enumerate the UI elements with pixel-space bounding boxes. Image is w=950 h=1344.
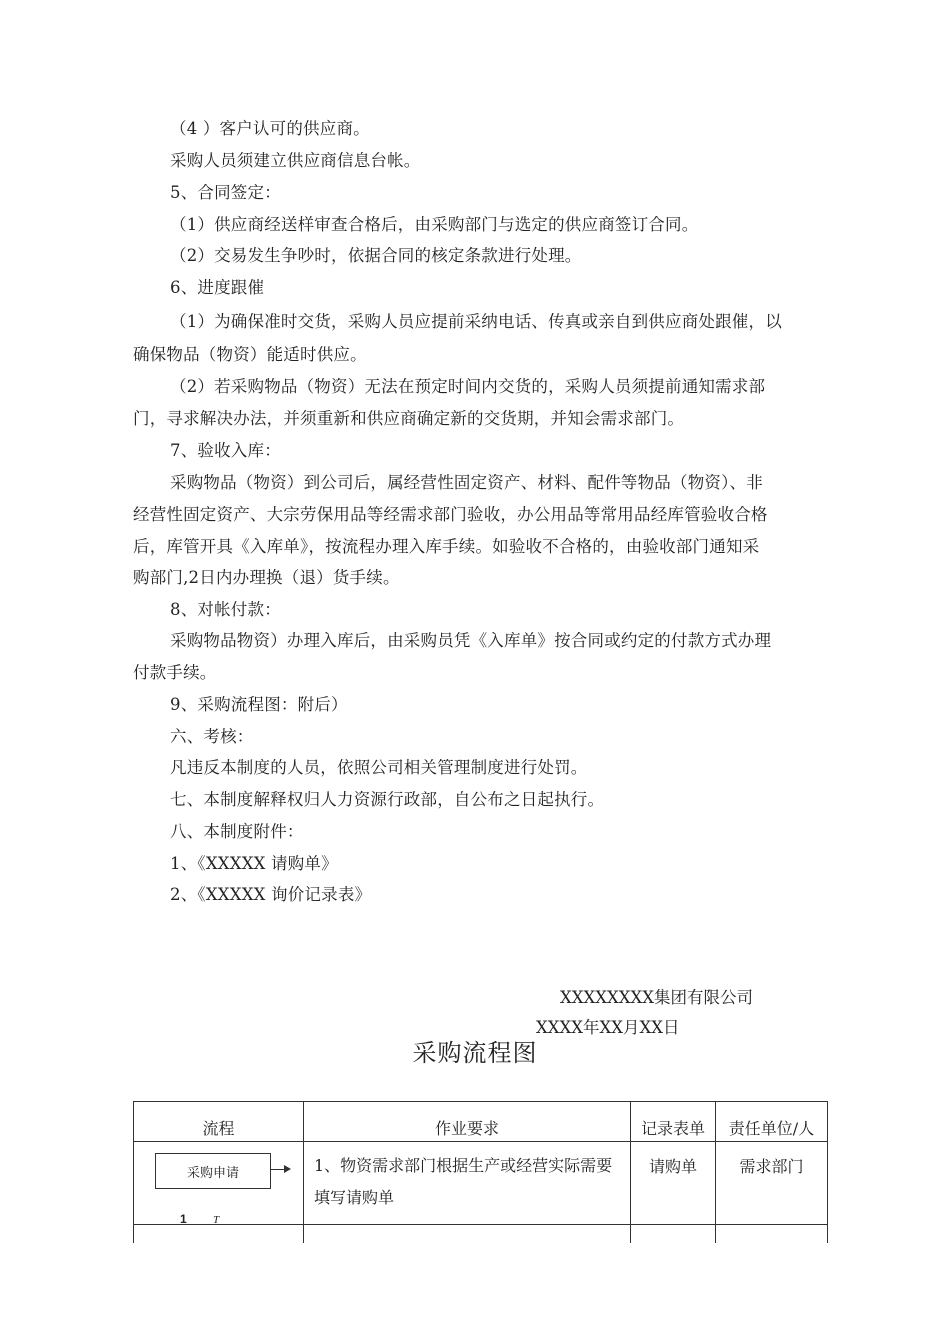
section-heading: 六、考核： <box>170 727 254 746</box>
section-heading: 6、进度跟催 <box>170 278 265 297</box>
attachment-item: 1、《XXXXX 请购单》 <box>170 854 338 873</box>
record-cell: 请购单 <box>631 1142 716 1225</box>
section-heading: 7、验收入库： <box>170 441 281 460</box>
table-header-row <box>134 1102 828 1142</box>
paragraph-line: （4 ）客户认可的供应商。 <box>170 119 370 138</box>
attachment-item: 2、《XXXXX 询价记录表》 <box>170 885 372 904</box>
arrow-line <box>271 1169 285 1170</box>
paragraph-line: 采购物品（物资）到公司后，属经营性固定资产、材料、配件等物品（物资）、非 <box>170 473 763 492</box>
paragraph-line: （1）为确保准时交货，采购人员应提前采纳电话、传真或亲自到供应商处跟催，以 <box>170 312 782 331</box>
paragraph-line: 购部门,2日内办理换（退）货手续。 <box>133 568 400 587</box>
paragraph-line: 门，寻求解决办法，并须重新和供应商确定新的交货期，并知会需求部门。 <box>133 409 685 428</box>
flow-chart-title: 采购流程图 <box>412 1039 538 1067</box>
paragraph-line: （2）交易发生争吵时，依据合同的核定条款进行处理。 <box>170 246 582 265</box>
paragraph-line: 采购人员须建立供应商信息台帐。 <box>170 151 421 170</box>
flow-step-box: 采购申请 <box>155 1153 271 1189</box>
requirement-cell: 1、物资需求部门根据生产或经营实际需要填写请购单 <box>304 1142 631 1225</box>
section-heading: 8、对帐付款： <box>170 600 281 619</box>
section-heading: 9、采购流程图：附后） <box>170 695 348 714</box>
owner-cell: 需求部门 <box>716 1142 828 1225</box>
section-heading: 七、本制度解释权归人力资源行政部，自公布之日起执行。 <box>170 790 605 809</box>
step-number: 1 <box>180 1212 187 1226</box>
table-row <box>134 1225 828 1244</box>
paragraph-line: 凡违反本制度的人员，依照公司相关管理制度进行处罚。 <box>170 758 588 777</box>
flow-cell <box>134 1225 304 1244</box>
header-requirement: 作业要求 <box>304 1102 631 1142</box>
section-heading: 5、合同签定： <box>170 183 281 202</box>
step-mark: T <box>213 1214 220 1226</box>
section-heading: 八、本制度附件： <box>170 822 304 841</box>
paragraph-line: （2）若采购物品（物资）无法在预定时间内交货的，采购人员须提前通知需求部 <box>170 377 766 396</box>
header-owner: 责任单位/人 <box>716 1102 828 1142</box>
paragraph-line: 后，库管开具《入库单》，按流程办理入库手续。如验收不合格的，由验收部门通知采 <box>133 537 760 556</box>
requirement-cell <box>304 1225 631 1244</box>
record-cell <box>631 1225 716 1244</box>
paragraph-line: 付款手续。 <box>133 663 217 682</box>
arrow-right-icon <box>284 1165 291 1173</box>
paragraph-line: （1）供应商经送样审查合格后，由采购部门与选定的供应商签订合同。 <box>170 215 699 234</box>
paragraph-line: 经营性固定资产、大宗劳保用品等经需求部门验收，办公用品等常用品经库管验收合格 <box>133 505 768 524</box>
header-flow: 流程 <box>134 1102 304 1142</box>
owner-cell <box>716 1225 828 1244</box>
header-record: 记录表单 <box>631 1102 716 1142</box>
company-signature: XXXXXXXX集团有限公司 <box>560 988 753 1007</box>
signature-date: XXXX年XX月XX日 <box>536 1018 680 1037</box>
paragraph-line: 采购物品物资）办理入库后，由采购员凭《入库单》按合同或约定的付款方式办理 <box>170 631 772 650</box>
paragraph-line: 确保物品（物资）能适时供应。 <box>133 345 367 364</box>
